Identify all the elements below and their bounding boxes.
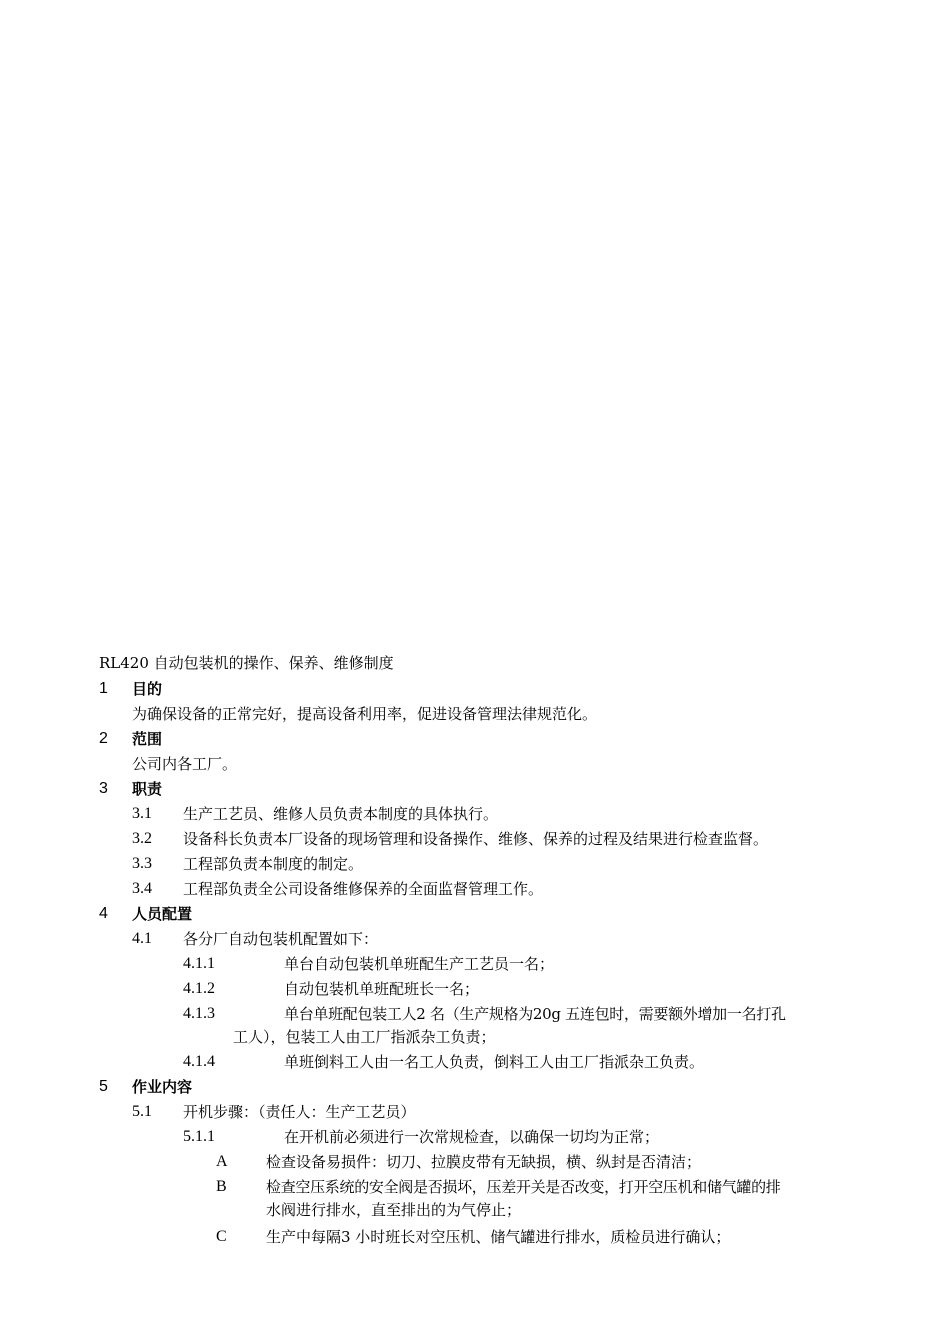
- item-4-1-2-number: 4.1.2: [183, 980, 215, 997]
- item-4-1-number: 4.1: [132, 930, 152, 947]
- point-c-letter: C: [216, 1228, 227, 1245]
- section-2-number: 2: [99, 730, 108, 747]
- item-3-1-number: 3.1: [132, 805, 152, 822]
- section-2-heading: 范围: [132, 730, 163, 748]
- point-b-text: 检查空压系统的安全阀是否损坏，压差开关是否改变，打开空压机和储气罐的排: [266, 1178, 781, 1196]
- item-4-1-1-text: 单台自动包装机单班配生产工艺员一名；: [284, 955, 555, 973]
- section-3-number: 3: [99, 780, 108, 797]
- point-b-letter: B: [216, 1178, 227, 1195]
- section-5-heading: 作业内容: [132, 1078, 193, 1096]
- item-5-1-1-number: 5.1.1: [183, 1128, 215, 1145]
- point-a-text: 检查设备易损件：切刀、拉膜皮带有无缺损，横、纵封是否清洁；: [266, 1153, 702, 1171]
- item-5-1-number: 5.1: [132, 1103, 152, 1120]
- section-1-body: 为确保设备的正常完好，提高设备利用率，促进设备管理法律规范化。: [132, 705, 598, 723]
- item-3-3-number: 3.3: [132, 855, 152, 872]
- item-3-2-number: 3.2: [132, 830, 152, 847]
- item-3-4-text: 工程部负责全公司设备维修保养的全面监督管理工作。: [183, 880, 544, 898]
- item-5-1-text: 开机步骤：（责任人：生产工艺员）: [183, 1103, 416, 1121]
- item-3-3-text: 工程部负责本制度的制定。: [183, 855, 364, 873]
- section-4-heading: 人员配置: [132, 905, 193, 923]
- item-3-4-number: 3.4: [132, 880, 152, 897]
- item-4-1-3-continuation: 工人），包装工人由工厂指派杂工负责；: [233, 1028, 496, 1046]
- item-4-1-text: 各分厂自动包装机配置如下：: [183, 930, 379, 948]
- point-b-continuation: 水阀进行排水，直至排出的为气停止；: [266, 1201, 522, 1219]
- item-4-1-4-text: 单班倒料工人由一名工人负责，倒料工人由工厂指派杂工负责。: [284, 1053, 705, 1071]
- document-title: RL420 自动包装机的操作、保养、维修制度: [99, 654, 394, 672]
- point-a-letter: A: [216, 1153, 228, 1170]
- point-c-text: 生产中每隔3 小时班长对空压机、储气罐进行排水，质检员进行确认；: [266, 1228, 731, 1246]
- section-1-number: 1: [99, 680, 108, 697]
- item-4-1-1-number: 4.1.1: [183, 955, 215, 972]
- item-5-1-1-text: 在开机前必须进行一次常规检查，以确保一切均为正常；: [284, 1128, 660, 1146]
- item-3-1-text: 生产工艺员、维修人员负责本制度的具体执行。: [183, 805, 499, 823]
- section-5-number: 5: [99, 1078, 108, 1095]
- section-2-body: 公司内各工厂。: [132, 755, 238, 773]
- item-4-1-4-number: 4.1.4: [183, 1053, 215, 1070]
- section-4-number: 4: [99, 905, 108, 922]
- item-3-2-text: 设备科长负责本厂设备的现场管理和设备操作、维修、保养的过程及结果进行检查监督。: [183, 830, 769, 848]
- item-4-1-3-number: 4.1.3: [183, 1005, 215, 1022]
- section-3-heading: 职责: [132, 780, 163, 798]
- section-1-heading: 目的: [132, 680, 163, 698]
- item-4-1-3-text: 单台单班配包装工人2 名（生产规格为20g 五连包时，需要额外增加一名打孔: [284, 1005, 786, 1023]
- item-4-1-2-text: 自动包装机单班配班长一名；: [284, 980, 480, 998]
